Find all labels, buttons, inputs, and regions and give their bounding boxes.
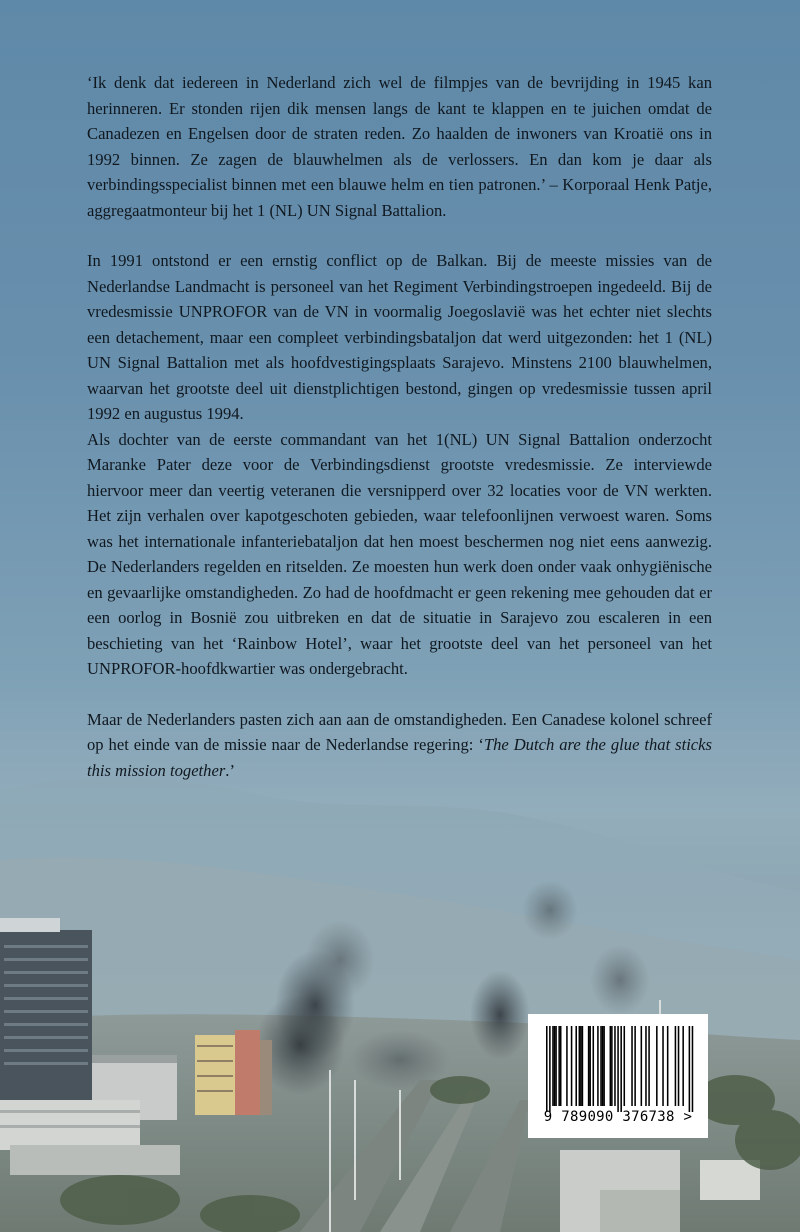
barcode-bar xyxy=(656,1026,658,1106)
barcode-bar xyxy=(614,1026,616,1106)
intro-paragraph: In 1991 ontstond er een ernstig conflict op de Balkan. Bij de meeste missies van de Nederlandse Landmacht is personeel van het Regiment Verbindingstroepen ingedeeld. Bij de vredesmissie UNPROFOR van de VN in voormalig Joegoslavië was het echter niet slechts een detachement, maar een compleet verbindingsbataljon dat werd uitgezonden: het 1 (NL) UN Signal Battalion met als hoofdvestigingsplaats Sarajevo. Minstens 2100 blauwhelmen, waarvan het grootste deel uit dienstplichtigen bestond, gingen op vredesmissie tussen april 1992 en augustus 1994. xyxy=(87,251,712,423)
barcode-bar xyxy=(624,1026,626,1106)
barcode-bar xyxy=(611,1026,613,1106)
closing-tail: .’ xyxy=(225,760,235,780)
barcode-bar xyxy=(692,1026,694,1112)
barcode-bar xyxy=(617,1026,619,1112)
barcode-bar xyxy=(662,1026,664,1106)
isbn-barcode xyxy=(528,1014,708,1138)
closing-quote-italic: The Dutch are the glue that sticks this mission together xyxy=(87,735,712,780)
author-paragraph: Als dochter van de eerste commandant van het 1(NL) UN Signal Battalion onderzocht Maranke Pater deze voor de Verbindingsdienst grootste vredesmissie. Ze interviewde hiervoor meer dan veertig veteranen die versnipperd over 32 locaties voor de VN werkten. Het zijn verhalen over kapotgeschoten gebieden, waar telefoonlijnen verwoest waren. Soms was het internationale infanteriebataljon dat hen moest beschermen nog niet eens aanwezig. De Nederlanders regelden en ritselden. Ze moesten hun werk doen onder vaak onhygiënische en gevaarlijke omstandigheden. Zo had de hoofdmacht er geen rekening mee gehouden dat er een oorlog in Bosnië zou uitbreken en dat de situatie in Sarajevo zou escaleren in een beschieting van het ‘Rainbow Hotel’, waar het grootste deel van het personeel van het UNPROFOR-hoofdkwartier was ondergebracht. xyxy=(87,429,712,678)
veteran-quote: ‘Ik denk dat iedereen in Nederland zich wel de filmpjes van de bevrijding in 1945 kan herinneren. Er stonden rijen dik mensen langs de kant te klappen en te juichen omdat de Canadezen en Engelsen door de straten reden. Zo haalden de inwoners van Kroatië ons in 1992 binnen. Ze zagen de blauwhelmen als de verlossers. En dan kom je daar als verbindingsspecialist binnen met een blauwe helm en tien patronen.’ – Korporaal Henk Patje, aggregaatmonteur bij het 1 (NL) UN Signal Battalion. xyxy=(87,73,712,220)
barcode-bar xyxy=(580,1026,582,1106)
barcode-bar xyxy=(631,1026,633,1106)
barcode-bar xyxy=(645,1026,647,1106)
barcode-bar xyxy=(593,1026,595,1106)
barcode-bar xyxy=(560,1026,562,1106)
barcode-bar xyxy=(597,1026,599,1106)
barcode-bar xyxy=(582,1026,584,1106)
barcode-bar xyxy=(634,1026,636,1106)
barcode-bar xyxy=(566,1026,568,1106)
barcode-bar xyxy=(675,1026,677,1106)
barcode-bar xyxy=(682,1026,684,1106)
barcode-bar xyxy=(571,1026,573,1106)
closing-lead: Maar de Nederlanders pasten zich aan aan de omstandigheden. Een Canadese kolonel schreef op het einde van de missie naar de Nederlandse regering: ‘ xyxy=(87,709,712,754)
barcode-bar xyxy=(546,1026,548,1112)
barcode-bar xyxy=(620,1026,622,1112)
barcode-bar xyxy=(603,1026,605,1106)
barcode-bar xyxy=(549,1026,551,1112)
barcode-bar xyxy=(554,1026,556,1106)
back-cover-text xyxy=(87,70,712,783)
barcode-bar xyxy=(555,1026,557,1106)
barcode-bar xyxy=(579,1026,581,1106)
barcode-bar xyxy=(575,1026,577,1106)
barcode-bar xyxy=(588,1026,590,1106)
barcode-bar xyxy=(667,1026,669,1106)
barcode-bar xyxy=(600,1026,602,1106)
barcode-bar xyxy=(648,1026,650,1106)
closing-paragraph xyxy=(87,707,712,784)
barcode-bar xyxy=(558,1026,560,1106)
isbn-number: 9 789090 376738 > xyxy=(543,1109,693,1125)
barcode-bar xyxy=(552,1026,554,1106)
barcode-bar xyxy=(602,1026,604,1106)
barcode-bar xyxy=(641,1026,643,1106)
barcode-bar xyxy=(678,1026,680,1106)
barcode-bar xyxy=(689,1026,691,1112)
barcode-bar xyxy=(589,1026,591,1106)
barcode-bar xyxy=(610,1026,612,1106)
